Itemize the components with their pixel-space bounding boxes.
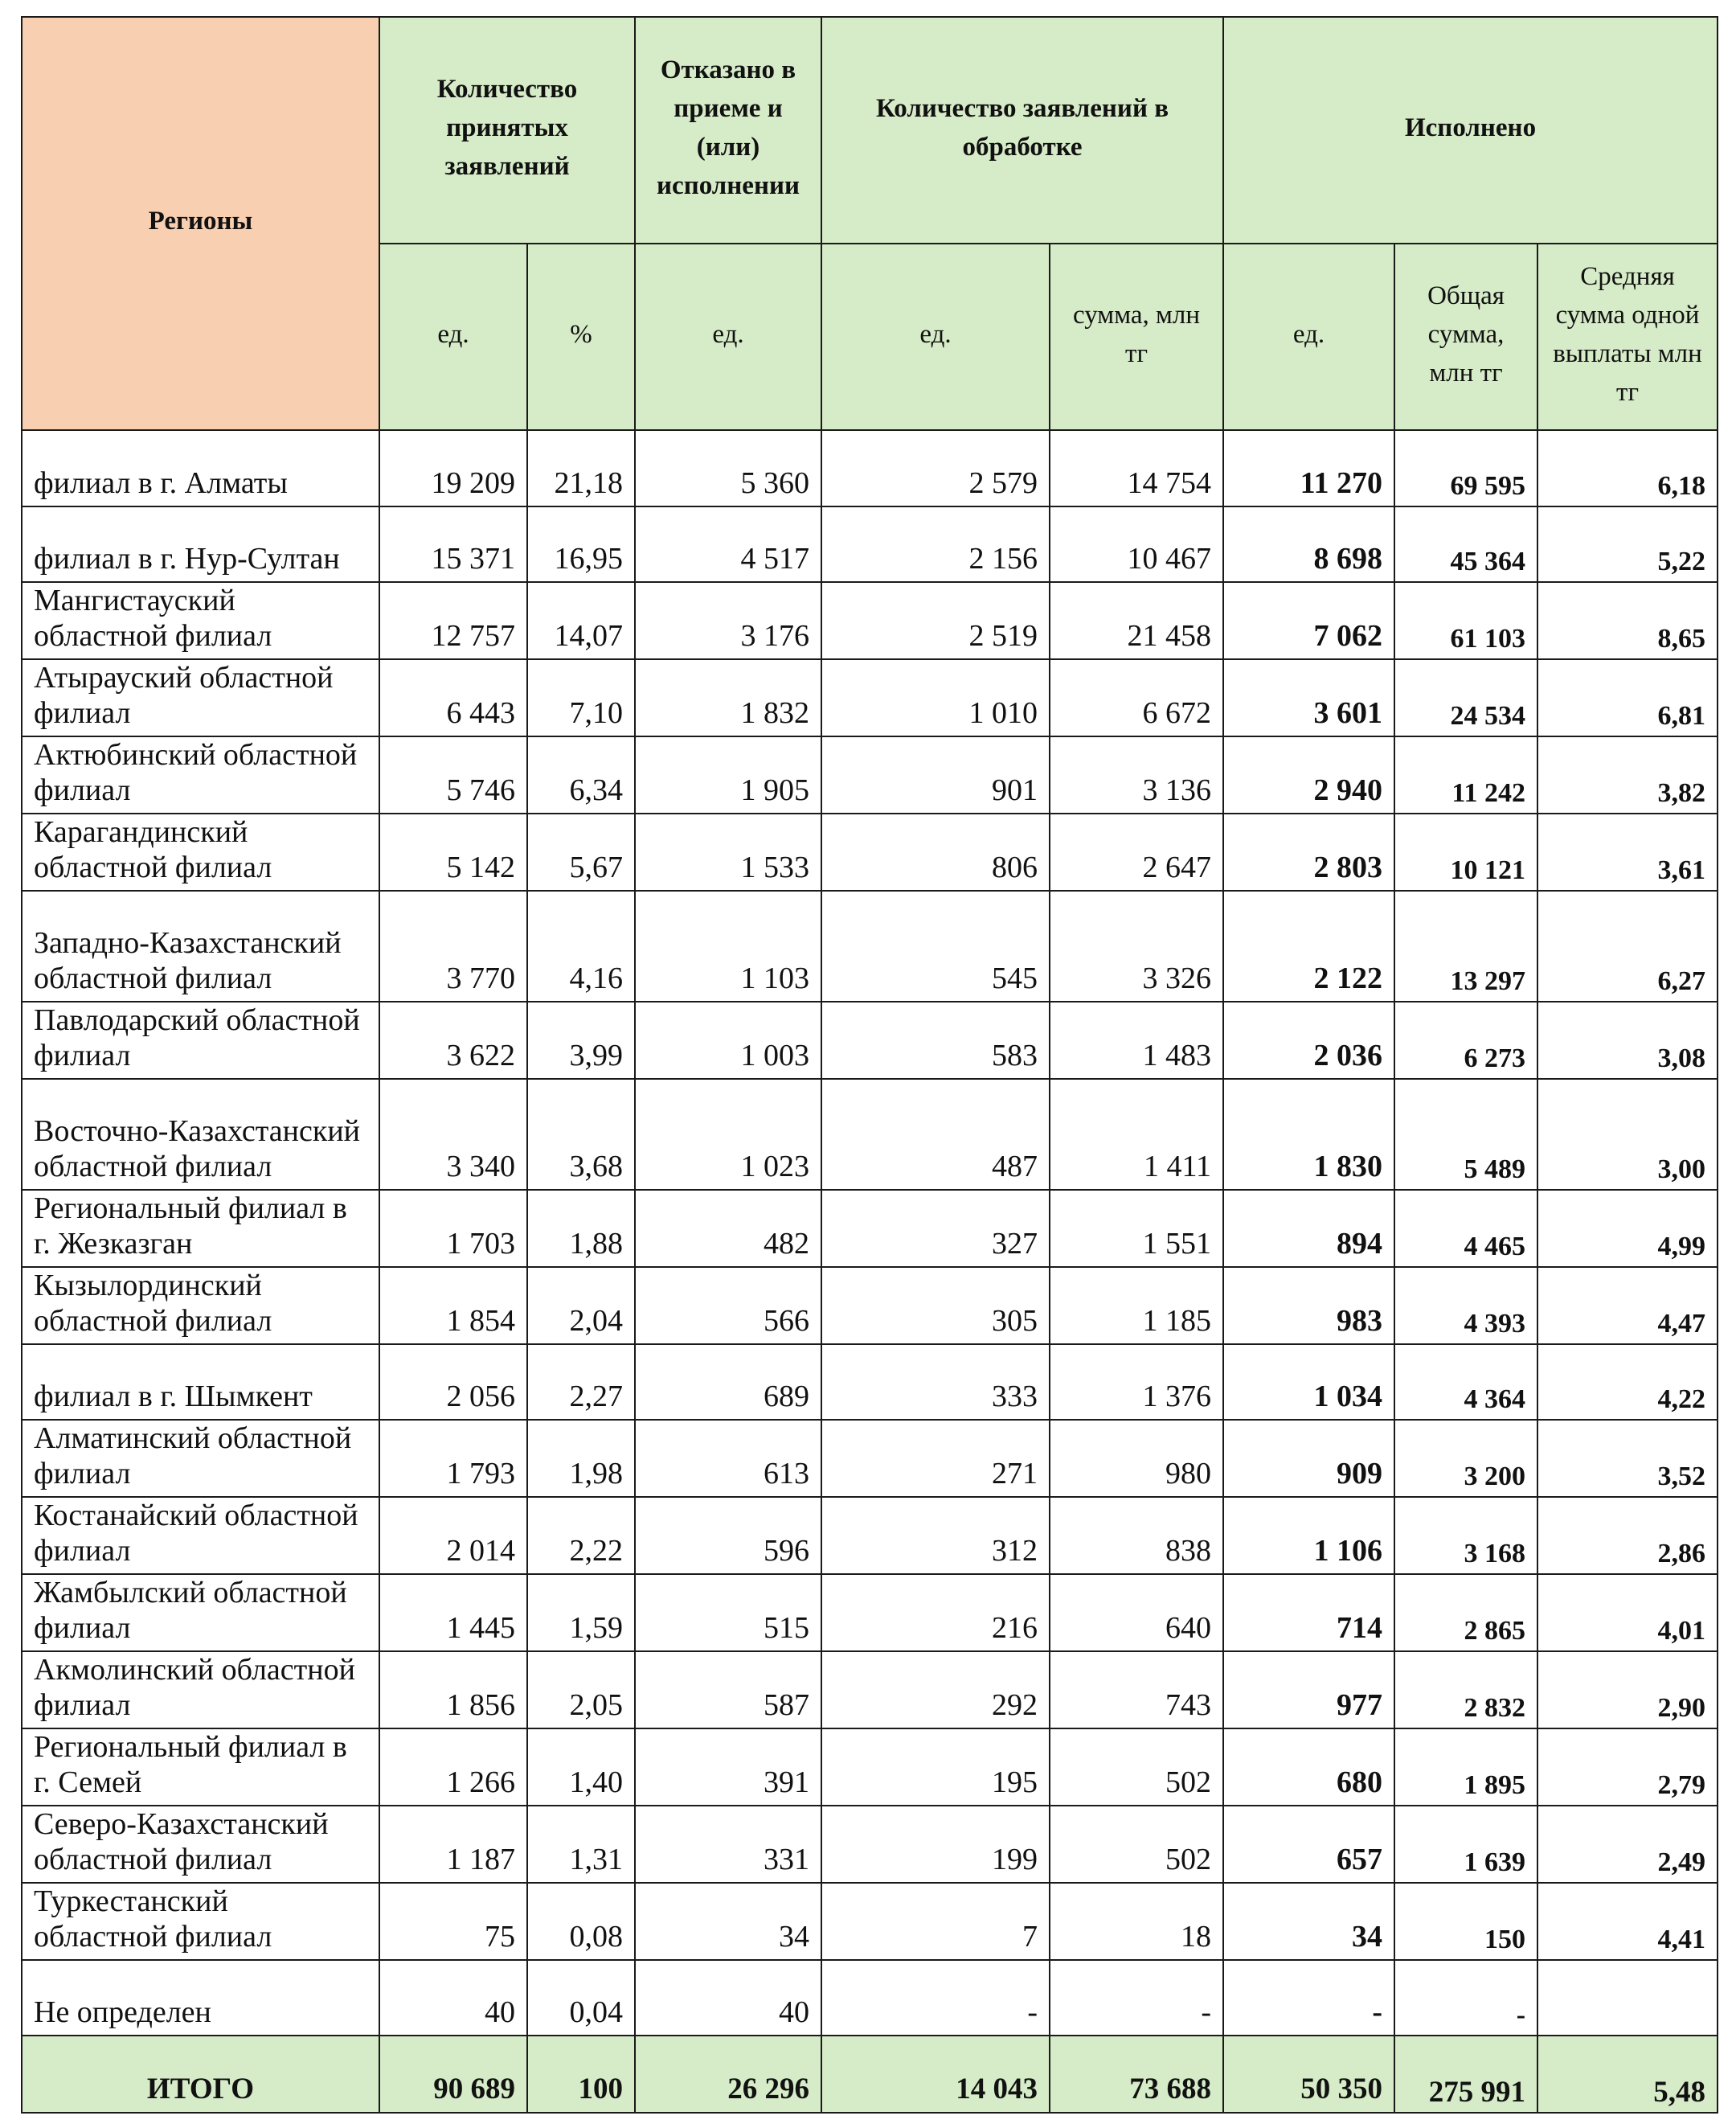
executed-units: 977: [1223, 1651, 1394, 1728]
executed-units: 2 036: [1223, 1002, 1394, 1079]
region-name: Атырауский областной филиал: [22, 659, 379, 736]
header-refused: Отказано в приеме и (или) исполнении: [635, 17, 821, 244]
region-name: Северо-Казахстанский областной филиал: [22, 1806, 379, 1883]
accepted-percent: 2,27: [527, 1344, 635, 1420]
accepted-units: 1 793: [379, 1420, 527, 1497]
executed-units: 657: [1223, 1806, 1394, 1883]
process-units: 312: [821, 1497, 1050, 1574]
table-row: [22, 1497, 1718, 1574]
report-sheet: [21, 16, 1717, 2114]
executed-average: 6,81: [1537, 659, 1718, 736]
executed-total: 61 103: [1394, 582, 1537, 659]
region-name: Алматинский областной филиал: [22, 1420, 379, 1497]
table-row: [22, 506, 1718, 582]
accepted-units: 5 142: [379, 814, 527, 891]
refused-units: 1 023: [635, 1079, 821, 1190]
executed-total: 4 465: [1394, 1190, 1537, 1267]
region-name: Туркестанский областной филиал: [22, 1883, 379, 1960]
process-units: -: [821, 1960, 1050, 2036]
total-label: ИТОГО: [22, 2036, 379, 2113]
process-units: 583: [821, 1002, 1050, 1079]
refused-units: 331: [635, 1806, 821, 1883]
accepted-percent: 2,22: [527, 1497, 635, 1574]
refused-units: 5 360: [635, 430, 821, 506]
process-units: 292: [821, 1651, 1050, 1728]
process-units: 216: [821, 1574, 1050, 1651]
executed-total: 6 273: [1394, 1002, 1537, 1079]
total-executed-total: 275 991: [1394, 2036, 1537, 2113]
process-sum: 838: [1050, 1497, 1223, 1574]
executed-total: 13 297: [1394, 891, 1537, 1002]
process-sum: -: [1050, 1960, 1223, 2036]
refused-units: 689: [635, 1344, 821, 1420]
executed-total: 69 595: [1394, 430, 1537, 506]
region-name: Акмолинский областной филиал: [22, 1651, 379, 1728]
process-sum: 1 411: [1050, 1079, 1223, 1190]
executed-average: 2,79: [1537, 1728, 1718, 1806]
accepted-percent: 5,67: [527, 814, 635, 891]
accepted-units: 1 854: [379, 1267, 527, 1344]
executed-average: 4,47: [1537, 1267, 1718, 1344]
executed-average: 2,90: [1537, 1651, 1718, 1728]
executed-units: 894: [1223, 1190, 1394, 1267]
table-row: [22, 1574, 1718, 1651]
process-units: 195: [821, 1728, 1050, 1806]
applications-by-region-table: [21, 16, 1718, 2114]
accepted-percent: 16,95: [527, 506, 635, 582]
refused-units: 1 103: [635, 891, 821, 1002]
header-row-1: [22, 17, 1718, 244]
executed-units: 7 062: [1223, 582, 1394, 659]
region-name: филиал в г. Алматы: [22, 430, 379, 506]
region-name: Региональный филиал в г. Семей: [22, 1728, 379, 1806]
table-row: [22, 814, 1718, 891]
refused-units: 391: [635, 1728, 821, 1806]
header-process-units: ед.: [821, 244, 1050, 430]
refused-units: 566: [635, 1267, 821, 1344]
executed-units: 1 106: [1223, 1497, 1394, 1574]
refused-units: 1 832: [635, 659, 821, 736]
process-sum: 10 467: [1050, 506, 1223, 582]
accepted-percent: 0,08: [527, 1883, 635, 1960]
accepted-units: 6 443: [379, 659, 527, 736]
executed-units: 714: [1223, 1574, 1394, 1651]
executed-total: 4 393: [1394, 1267, 1537, 1344]
executed-average: 8,65: [1537, 582, 1718, 659]
executed-total: 2 832: [1394, 1651, 1537, 1728]
table-row: [22, 1079, 1718, 1190]
process-sum: 1 185: [1050, 1267, 1223, 1344]
accepted-units: 40: [379, 1960, 527, 2036]
accepted-percent: 1,31: [527, 1806, 635, 1883]
process-units: 806: [821, 814, 1050, 891]
executed-total: 2 865: [1394, 1574, 1537, 1651]
executed-average: 3,00: [1537, 1079, 1718, 1190]
accepted-percent: 3,99: [527, 1002, 635, 1079]
accepted-percent: 7,10: [527, 659, 635, 736]
accepted-units: 2 014: [379, 1497, 527, 1574]
total-accepted-percent: 100: [527, 2036, 635, 2113]
accepted-percent: 21,18: [527, 430, 635, 506]
accepted-units: 3 770: [379, 891, 527, 1002]
refused-units: 3 176: [635, 582, 821, 659]
accepted-percent: 14,07: [527, 582, 635, 659]
refused-units: 482: [635, 1190, 821, 1267]
process-units: 1 010: [821, 659, 1050, 736]
region-name: филиал в г. Нур-Султан: [22, 506, 379, 582]
accepted-percent: 0,04: [527, 1960, 635, 2036]
refused-units: 34: [635, 1883, 821, 1960]
process-sum: 1 551: [1050, 1190, 1223, 1267]
executed-total: 1 895: [1394, 1728, 1537, 1806]
region-name: Не определен: [22, 1960, 379, 2036]
process-units: 271: [821, 1420, 1050, 1497]
accepted-percent: 2,04: [527, 1267, 635, 1344]
table-row: [22, 659, 1718, 736]
total-executed-average: 5,48: [1537, 2036, 1718, 2113]
executed-average: 3,61: [1537, 814, 1718, 891]
table-row: [22, 1728, 1718, 1806]
accepted-percent: 1,88: [527, 1190, 635, 1267]
executed-total: 4 364: [1394, 1344, 1537, 1420]
table-row: [22, 736, 1718, 814]
executed-units: 11 270: [1223, 430, 1394, 506]
header-executed-total: Общая сумма, млн тг: [1394, 244, 1537, 430]
table-row: [22, 1806, 1718, 1883]
refused-units: 4 517: [635, 506, 821, 582]
executed-units: 3 601: [1223, 659, 1394, 736]
executed-units: 1 034: [1223, 1344, 1394, 1420]
accepted-units: 75: [379, 1883, 527, 1960]
total-accepted-units: 90 689: [379, 2036, 527, 2113]
header-executed: Исполнено: [1223, 17, 1718, 244]
process-sum: 640: [1050, 1574, 1223, 1651]
executed-average: 4,99: [1537, 1190, 1718, 1267]
process-units: 487: [821, 1079, 1050, 1190]
process-sum: 3 136: [1050, 736, 1223, 814]
header-process-sum: сумма, млн тг: [1050, 244, 1223, 430]
accepted-units: 12 757: [379, 582, 527, 659]
accepted-percent: 1,59: [527, 1574, 635, 1651]
executed-average: [1537, 1960, 1718, 2036]
total-process-units: 14 043: [821, 2036, 1050, 2113]
executed-average: 6,18: [1537, 430, 1718, 506]
total-refused-units: 26 296: [635, 2036, 821, 2113]
table-row: [22, 1190, 1718, 1267]
process-units: 2 156: [821, 506, 1050, 582]
executed-average: 3,82: [1537, 736, 1718, 814]
executed-units: 8 698: [1223, 506, 1394, 582]
process-units: 2 579: [821, 430, 1050, 506]
region-name: Региональный филиал в г. Жезказган: [22, 1190, 379, 1267]
header-refused-units: ед.: [635, 244, 821, 430]
table-row: [22, 1344, 1718, 1420]
refused-units: 587: [635, 1651, 821, 1728]
accepted-units: 19 209: [379, 430, 527, 506]
executed-average: 6,27: [1537, 891, 1718, 1002]
executed-units: 909: [1223, 1420, 1394, 1497]
accepted-percent: 3,68: [527, 1079, 635, 1190]
process-sum: 21 458: [1050, 582, 1223, 659]
header-executed-units: ед.: [1223, 244, 1394, 430]
executed-total: 24 534: [1394, 659, 1537, 736]
process-sum: 6 672: [1050, 659, 1223, 736]
process-sum: 980: [1050, 1420, 1223, 1497]
refused-units: 515: [635, 1574, 821, 1651]
region-name: Кызылординский областной филиал: [22, 1267, 379, 1344]
executed-average: 3,08: [1537, 1002, 1718, 1079]
region-name: Восточно-Казахстанский областной филиал: [22, 1079, 379, 1190]
table-row: [22, 1960, 1718, 2036]
executed-total: 150: [1394, 1883, 1537, 1960]
total-executed-units: 50 350: [1223, 2036, 1394, 2113]
process-units: 545: [821, 891, 1050, 1002]
process-sum: 2 647: [1050, 814, 1223, 891]
process-units: 305: [821, 1267, 1050, 1344]
accepted-percent: 1,98: [527, 1420, 635, 1497]
refused-units: 596: [635, 1497, 821, 1574]
executed-total: 45 364: [1394, 506, 1537, 582]
executed-total: -: [1394, 1960, 1537, 2036]
executed-units: 2 122: [1223, 891, 1394, 1002]
accepted-units: 1 856: [379, 1651, 527, 1728]
executed-units: 34: [1223, 1883, 1394, 1960]
table-row: [22, 1002, 1718, 1079]
accepted-percent: 4,16: [527, 891, 635, 1002]
process-units: 327: [821, 1190, 1050, 1267]
table-row: [22, 1267, 1718, 1344]
executed-units: 2 940: [1223, 736, 1394, 814]
executed-units: -: [1223, 1960, 1394, 2036]
header-accepted: Количество принятых заявлений: [379, 17, 635, 244]
total-row: [22, 2036, 1718, 2113]
table-row: [22, 1651, 1718, 1728]
accepted-units: 5 746: [379, 736, 527, 814]
executed-average: 5,22: [1537, 506, 1718, 582]
region-name: Актюбинский областной филиал: [22, 736, 379, 814]
region-name: филиал в г. Шымкент: [22, 1344, 379, 1420]
region-name: Карагандинский областной филиал: [22, 814, 379, 891]
table-row: [22, 430, 1718, 506]
region-name: Жамбылский областной филиал: [22, 1574, 379, 1651]
process-sum: 14 754: [1050, 430, 1223, 506]
process-sum: 1 376: [1050, 1344, 1223, 1420]
accepted-units: 1 703: [379, 1190, 527, 1267]
executed-units: 680: [1223, 1728, 1394, 1806]
process-units: 2 519: [821, 582, 1050, 659]
accepted-units: 1 187: [379, 1806, 527, 1883]
refused-units: 1 003: [635, 1002, 821, 1079]
executed-total: 1 639: [1394, 1806, 1537, 1883]
header-accepted-units: ед.: [379, 244, 527, 430]
process-units: 333: [821, 1344, 1050, 1420]
executed-total: 3 200: [1394, 1420, 1537, 1497]
region-name: Павлодарский областной филиал: [22, 1002, 379, 1079]
accepted-units: 3 340: [379, 1079, 527, 1190]
executed-units: 983: [1223, 1267, 1394, 1344]
executed-total: 11 242: [1394, 736, 1537, 814]
process-sum: 18: [1050, 1883, 1223, 1960]
accepted-percent: 6,34: [527, 736, 635, 814]
process-units: 199: [821, 1806, 1050, 1883]
executed-total: 10 121: [1394, 814, 1537, 891]
accepted-units: 15 371: [379, 506, 527, 582]
region-name: Западно-Казахстанский областной филиал: [22, 891, 379, 1002]
executed-average: 3,52: [1537, 1420, 1718, 1497]
process-sum: 502: [1050, 1806, 1223, 1883]
executed-average: 2,86: [1537, 1497, 1718, 1574]
process-units: 7: [821, 1883, 1050, 1960]
accepted-units: 1 445: [379, 1574, 527, 1651]
region-name: Костанайский областной филиал: [22, 1497, 379, 1574]
executed-total: 3 168: [1394, 1497, 1537, 1574]
header-regions: Регионы: [22, 17, 379, 430]
process-sum: 3 326: [1050, 891, 1223, 1002]
executed-total: 5 489: [1394, 1079, 1537, 1190]
process-units: 901: [821, 736, 1050, 814]
refused-units: 613: [635, 1420, 821, 1497]
accepted-units: 2 056: [379, 1344, 527, 1420]
header-executed-average: Средняя сумма одной выплаты млн тг: [1537, 244, 1718, 430]
process-sum: 1 483: [1050, 1002, 1223, 1079]
process-sum: 502: [1050, 1728, 1223, 1806]
refused-units: 1 905: [635, 736, 821, 814]
accepted-units: 1 266: [379, 1728, 527, 1806]
header-in-process: Количество заявлений в обработке: [821, 17, 1223, 244]
executed-average: 4,41: [1537, 1883, 1718, 1960]
executed-average: 4,01: [1537, 1574, 1718, 1651]
executed-average: 4,22: [1537, 1344, 1718, 1420]
header-accepted-percent: %: [527, 244, 635, 430]
total-process-sum: 73 688: [1050, 2036, 1223, 2113]
accepted-percent: 2,05: [527, 1651, 635, 1728]
refused-units: 40: [635, 1960, 821, 2036]
process-sum: 743: [1050, 1651, 1223, 1728]
region-name: Мангистауский областной филиал: [22, 582, 379, 659]
table-row: [22, 582, 1718, 659]
accepted-percent: 1,40: [527, 1728, 635, 1806]
table-row: [22, 1420, 1718, 1497]
executed-units: 2 803: [1223, 814, 1394, 891]
executed-average: 2,49: [1537, 1806, 1718, 1883]
table-row: [22, 1883, 1718, 1960]
table-row: [22, 891, 1718, 1002]
executed-units: 1 830: [1223, 1079, 1394, 1190]
refused-units: 1 533: [635, 814, 821, 891]
accepted-units: 3 622: [379, 1002, 527, 1079]
